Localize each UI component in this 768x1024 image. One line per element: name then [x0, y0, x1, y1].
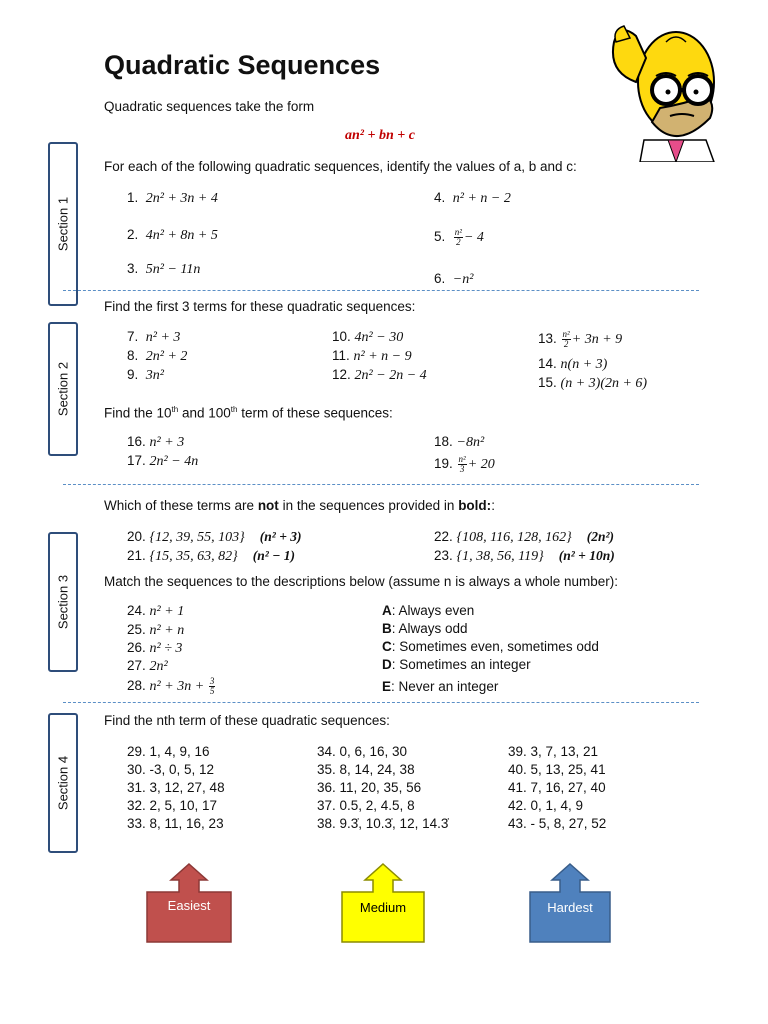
- sequence-item: 34. 0, 6, 16, 30: [317, 744, 408, 759]
- question-item: 16. n² + 3: [127, 434, 185, 450]
- sequence-item: 35. 8, 14, 24, 38: [317, 762, 415, 777]
- description-item: D: Sometimes an integer: [382, 657, 531, 672]
- easiest-arrow: Easiest: [145, 862, 233, 944]
- question-item: 1. 2n² + 3n + 4: [127, 190, 218, 206]
- sequence-item: 40. 5, 13, 25, 41: [508, 762, 606, 777]
- question-item: 5. $\frac{\text{n²}}{2}$ − 4: [434, 227, 484, 247]
- question-item: 11. n² + n − 9: [332, 348, 412, 364]
- match-item: 27. 2n²: [127, 658, 168, 674]
- question-item: 10. 4n² − 30: [332, 329, 404, 345]
- medium-arrow: Medium: [340, 862, 426, 944]
- question-item: 15. (n + 3)(2n + 6): [538, 375, 648, 391]
- hardest-arrow: Hardest: [528, 862, 612, 944]
- question-item: 14. n(n + 3): [538, 356, 608, 372]
- section-3-label-box: Section 3: [48, 532, 78, 672]
- description-item: B: Always odd: [382, 621, 468, 636]
- sequence-item: 31. 3, 12, 27, 48: [127, 780, 225, 795]
- general-form-formula: an² + bn + c: [345, 128, 415, 143]
- sequence-item: 37. 0.5, 2, 4.5, 8: [317, 798, 415, 813]
- page-title: Quadratic Sequences: [104, 50, 381, 80]
- section-divider: [63, 484, 699, 485]
- question-item: 22. {108, 116, 128, 162} (2n²): [434, 529, 615, 545]
- question-item: 23. {1, 38, 56, 119} (n² + 10n): [434, 548, 615, 564]
- question-item: 21. {15, 35, 63, 82} (n² − 1): [127, 548, 295, 564]
- question-item: 2. 4n² + 8n + 5: [127, 227, 218, 243]
- question-item: 13. $\frac{\text{n²}}{2}$ + 3n + 9: [538, 329, 623, 349]
- question-item: 17. 2n² − 4n: [127, 453, 199, 469]
- description-item: A: Always even: [382, 603, 475, 618]
- section-1-label-box: Section 1: [48, 142, 78, 306]
- match-item: 28. n² + 3n + $\frac{3}{5}$: [127, 676, 215, 696]
- match-item: 24. n² + 1: [127, 603, 185, 619]
- section-2-label-box: Section 2: [48, 322, 78, 456]
- question-item: 4. n² + n − 2: [434, 190, 511, 206]
- section-2-instruction-2: Find the 10th and 100th term of these sequences:: [104, 405, 393, 421]
- sequence-item: 43. - 5, 8, 27, 52: [508, 816, 607, 831]
- sequence-item: 42. 0, 1, 4, 9: [508, 798, 584, 813]
- nth-term-column-2: [317, 743, 448, 833]
- section-4-instruction: Find the nth term of these quadratic sequences:: [104, 713, 390, 728]
- homer-simpson-thinking-icon: [606, 12, 738, 162]
- section-divider: [63, 702, 699, 703]
- match-item: 26. n² ÷ 3: [127, 640, 183, 656]
- question-item: 18. −8n²: [434, 434, 485, 450]
- intro-text: Quadratic sequences take the form: [104, 99, 315, 114]
- section-divider: [63, 290, 699, 291]
- section-3-instruction: Which of these terms are not in the sequences provided in bold::: [104, 498, 495, 513]
- question-item: 20. {12, 39, 55, 103} (n² + 3): [127, 529, 302, 545]
- question-item: 8. 2n² + 2: [127, 348, 188, 364]
- description-item: E: Never an integer: [382, 679, 499, 694]
- section-1-instruction: For each of the following quadratic sequences, identify the values of a, b and c:: [104, 159, 577, 174]
- sequence-item: 38. 9.3̇, 10.3̇, 12, 14.3̇: [317, 816, 449, 831]
- sequence-item: 29. 1, 4, 9, 16: [127, 744, 210, 759]
- sequence-item: 39. 3, 7, 13, 21: [508, 744, 599, 759]
- question-item: 12. 2n² − 2n − 4: [332, 367, 427, 383]
- question-item: 19. $\frac{\text{n²}}{3}$ + 20: [434, 454, 495, 474]
- question-item: 3. 5n² − 11n: [127, 261, 201, 277]
- match-item: 25. n² + n: [127, 622, 185, 638]
- question-item: 6. −n²: [434, 271, 474, 287]
- description-item: C: Sometimes even, sometimes odd: [382, 639, 599, 654]
- question-item: 7. n² + 3: [127, 329, 181, 345]
- sequence-item: 32. 2, 5, 10, 17: [127, 798, 218, 813]
- sequence-item: 30. -3, 0, 5, 12: [127, 762, 215, 777]
- section-4-label-box: Section 4: [48, 713, 78, 853]
- sequence-item: 41. 7, 16, 27, 40: [508, 780, 606, 795]
- section-2-instruction: Find the first 3 terms for these quadratic sequences:: [104, 299, 416, 314]
- sequence-item: 36. 11, 20, 35, 56: [317, 780, 422, 795]
- section-3-instruction-2: Match the sequences to the descriptions below (assume n is always a whole number):: [104, 574, 619, 589]
- nth-term-column-3: [508, 743, 606, 833]
- sequence-item: 33. 8, 11, 16, 23: [127, 816, 224, 831]
- question-item: 9. 3n²: [127, 367, 164, 383]
- nth-term-column-1: [127, 743, 225, 833]
